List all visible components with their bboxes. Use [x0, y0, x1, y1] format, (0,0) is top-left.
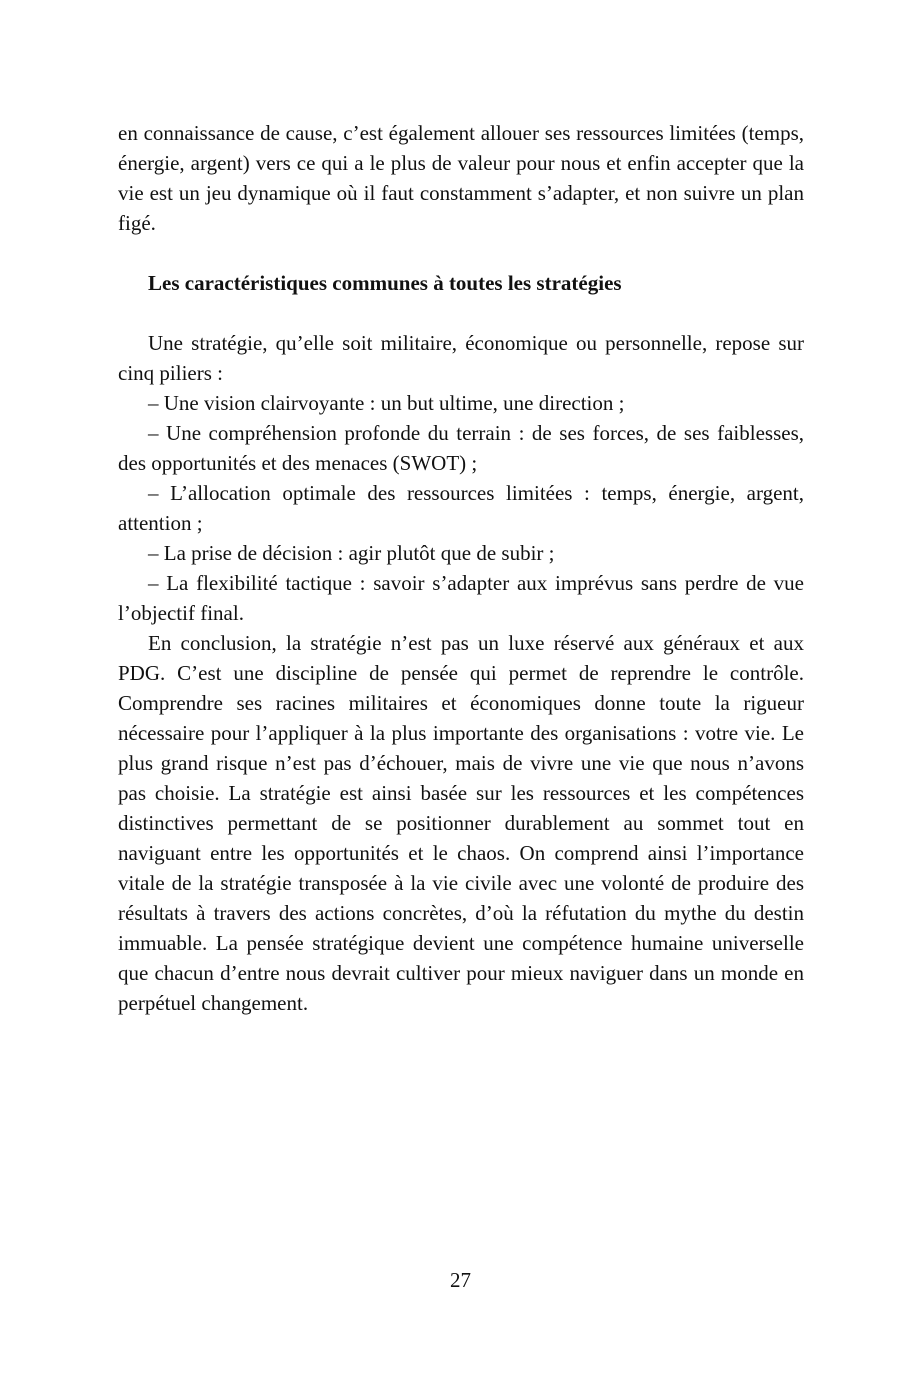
- pillar-item: – La prise de décision : agir plutôt que de subir ;: [148, 541, 555, 565]
- opening-paragraph: en connaissance de cause, c’est également allouer ses ressources limitées (temps, énergie, argent) vers ce qui a le plus de valeur pour nous et enfin accepter que la vie est un jeu dynamique où il faut constamment s’adapter, et non suivre un plan figé.: [118, 121, 804, 235]
- intro-paragraph: Une stratégie, qu’elle soit militaire, économique ou personnelle, repose sur cinq piliers :: [118, 331, 804, 385]
- pillar-item: – Une vision clairvoyante : un but ultime, une direction ;: [148, 391, 625, 415]
- section-heading: Les caractéristiques communes à toutes les stratégies: [148, 271, 622, 295]
- pillar-item: – La flexibilité tactique : savoir s’adapter aux imprévus sans perdre de vue l’objectif final.: [118, 571, 804, 625]
- pillar-item: – Une compréhension profonde du terrain : de ses forces, de ses faiblesses, des opportunités et des menaces (SWOT) ;: [118, 421, 804, 475]
- page-number: 27: [450, 1268, 471, 1292]
- pillar-item: – L’allocation optimale des ressources limitées : temps, énergie, argent, attention ;: [118, 481, 804, 535]
- conclusion-paragraph: En conclusion, la stratégie n’est pas un luxe réservé aux généraux et aux PDG. C’est une discipline de pensée qui permet de reprendre le contrôle. Comprendre ses racines militaires et économiques donne toute la rigueur nécessaire pour l’appliquer à la plus importante des organisations : votre vie. Le plus grand risque n’est pas d’échouer, mais de vivre une vie que nous n’avons pas choisie. La stratégie est ainsi basée sur les ressources et les compétences distinctives permettant de se positionner durablement au sommet tout en naviguant entre les opportunités et le chaos. On comprend ainsi l’importance vitale de la stratégie transposée à la vie civile avec une volonté de produire des résultats à travers des actions concrètes, d’où la réfutation du mythe du destin immuable. La pensée stratégique devient une compétence humaine universelle que chacun d’entre nous devrait cultiver pour mieux naviguer dans un monde en perpétuel changement.: [118, 631, 804, 1015]
- body-text: [118, 118, 804, 1018]
